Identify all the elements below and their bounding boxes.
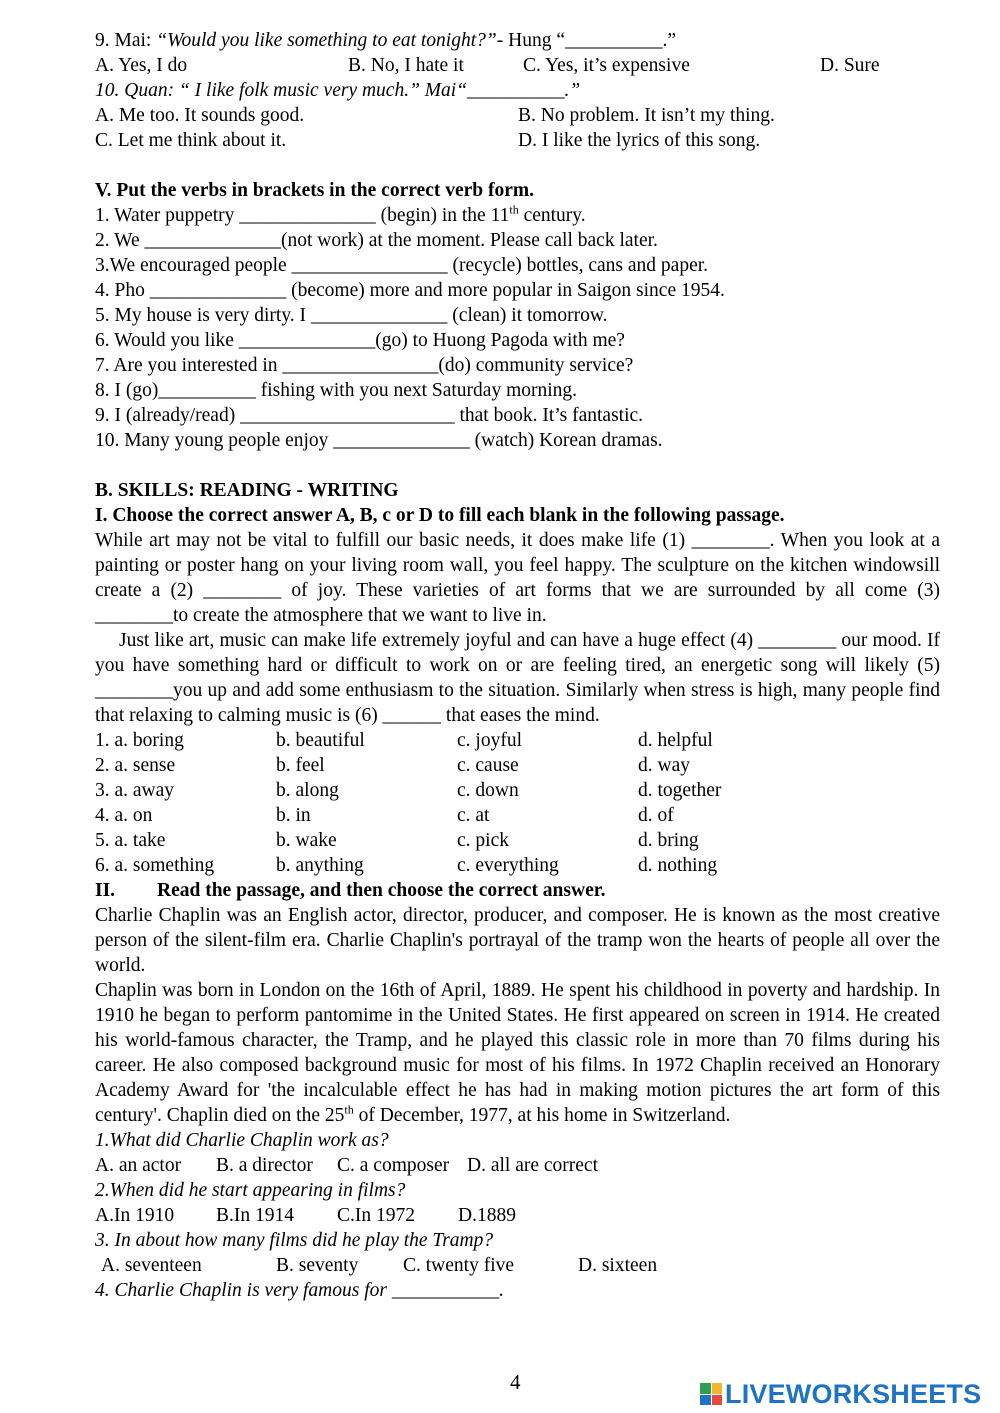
choice-4b[interactable]: b. in [276,805,311,826]
rq1-option-d[interactable]: D. all are correct [467,1155,598,1176]
art-passage-p1: While art may not be vital to fulfill our basic needs, it does make life (1) ________. When you look at a painting or poster hang on your living room wall, you feel happy. The sculpture on the kitchen windowsill create a (2) ________ of joy. These varieties of art forms that we are surrounded by all come (3) ________to create the atmosphere that we want to live in. [95,530,940,626]
chaplin-passage-p1: Charlie Chaplin was an English actor, director, producer, and composer. He is known as the most creative person of the silent-film era. Charlie Chaplin's portrayal of the tramp won the hearts of people all over the world. [95,905,940,976]
choice-row-6 [95,853,940,878]
choice-row-4 [95,803,940,828]
part-b-title: B. SKILLS: READING - WRITING [95,480,399,501]
q10-option-a[interactable]: A. Me too. It sounds good. [95,105,305,126]
reading-q3-options [95,1253,940,1278]
choice-row-3 [95,778,940,803]
choice-6d[interactable]: d. nothing [638,855,718,876]
q9-option-d[interactable]: D. Sure [820,55,880,76]
chaplin-p2-end: of December, 1977, at his home in Switzerland. [353,1105,731,1126]
q9-question: “Would you like something to eat tonight?” [156,30,497,51]
verb-item-2: 2. We ______________(not work) at the moment. Please call back later. [95,230,658,251]
art-passage-p2: Just like art, music can make life extremely joyful and can have a huge effect (4) ________ our mood. If you have something hard or difficult to work on or are feeling tired, an energetic song will likely (5) ________you up and add some enthusiasm to the situation. Similarly when stress is high, many people find that relaxing to calming music is (6) ______ that eases the mind. [95,630,940,726]
choice-5c[interactable]: c. pick [457,830,509,851]
worksheet-page [95,28,940,1303]
liveworksheets-logo-icon [700,1383,722,1405]
choice-1b[interactable]: b. beautiful [276,730,365,751]
choice-4d[interactable]: d. of [638,805,674,826]
rq1-option-b[interactable]: B. a director [216,1155,313,1176]
logo-tile-yellow [712,1383,723,1394]
rq3-option-c[interactable]: C. twenty five [403,1255,515,1276]
rq3-option-b[interactable]: B. seventy [276,1255,359,1276]
rq2-option-d[interactable]: D.1889 [458,1205,516,1226]
verb-item-3: 3.We encouraged people ________________ (recycle) bottles, cans and paper. [95,255,709,276]
verb-item-1-sup: th [509,202,519,217]
q10-options-row1 [95,103,940,128]
choice-4a[interactable]: 4. a. on [95,805,153,826]
choice-6a[interactable]: 6. a. something [95,855,215,876]
q10-option-b[interactable]: B. No problem. It isn’t my thing. [518,105,775,126]
reading-q4: 4. Charlie Chaplin is very famous for ___________. [95,1280,504,1301]
section-ii-title [95,878,940,903]
choice-6c[interactable]: c. everything [457,855,559,876]
reading-q1-options [95,1153,940,1178]
section-ii-number: II. [95,880,116,901]
choice-3d[interactable]: d. together [638,780,722,801]
rq3-option-a[interactable]: A. seventeen [101,1255,202,1276]
choice-3c[interactable]: c. down [457,780,519,801]
choice-row-1 [95,728,940,753]
reading-q2-options [95,1203,940,1228]
q9-option-c[interactable]: C. Yes, it’s expensive [523,55,690,76]
choice-4c[interactable]: c. at [457,805,490,826]
choice-3a[interactable]: 3. a. away [95,780,175,801]
choice-6b[interactable]: b. anything [276,855,364,876]
choice-row-5 [95,828,940,853]
choice-1c[interactable]: c. joyful [457,730,522,751]
q9-option-b[interactable]: B. No, I hate it [348,55,464,76]
choice-2c[interactable]: c. cause [457,755,519,776]
q10-option-c[interactable]: C. Let me think about it. [95,130,287,151]
verb-item-7: 7. Are you interested in ________________(do) community service? [95,355,634,376]
verb-item-1-end: century. [518,205,586,226]
logo-tile-red [712,1395,723,1406]
q9-suffix: - Hung “__________.” [496,30,677,51]
section-ii-heading: Read the passage, and then choose the correct answer. [157,880,606,901]
choice-5a[interactable]: 5. a. take [95,830,166,851]
verb-item-8: 8. I (go)__________ fishing with you next Saturday morning. [95,380,578,401]
reading-q3: 3. In about how many films did he play the Tramp? [95,1230,494,1251]
rq1-option-c[interactable]: C. a composer [337,1155,450,1176]
section-i-title: I. Choose the correct answer A, B, c or D to fill each blank in the following passage. [95,505,785,526]
logo-tile-green [700,1383,711,1394]
verb-item-1-text: 1. Water puppetry ______________ (begin) in the 11 [95,205,510,226]
rq3-option-d[interactable]: D. sixteen [578,1255,658,1276]
verb-item-9: 9. I (already/read) ______________________ that book. It’s fantastic. [95,405,644,426]
verb-item-6: 6. Would you like ______________(go) to Huong Pagoda with me? [95,330,625,351]
liveworksheets-brand[interactable] [700,1379,981,1409]
q9-option-a[interactable]: A. Yes, I do [95,55,188,76]
rq2-option-a[interactable]: A.In 1910 [95,1205,175,1226]
rq1-option-a[interactable]: A. an actor [95,1155,182,1176]
rq2-option-b[interactable]: B.In 1914 [216,1205,294,1226]
chaplin-p2-text: Chaplin was born in London on the 16th of April, 1889. He spent his childhood in poverty and hardship. In 1910 he began to perform pantomime in the United States. He first appeared on screen in 1914. He created his world-famous character, the Tramp, and he played this classic role in more than 70 films during his career. He also composed background music for most of his films. In 1972 Chaplin received an Honorary Academy Award for 'the incalculable effect he has had in making motion pictures the art form of this century'. Chaplin died on the 25 [95,980,940,1126]
q9-options [95,53,940,78]
question-9 [95,28,940,53]
q10-options-row2 [95,128,940,153]
choice-5b[interactable]: b. wake [276,830,337,851]
chaplin-p2-sup: th [344,1102,354,1117]
q10-option-d[interactable]: D. I like the lyrics of this song. [518,130,761,151]
verb-item-5: 5. My house is very dirty. I ______________ (clean) it tomorrow. [95,305,608,326]
page-number: 4 [510,1370,521,1394]
verb-item-10: 10. Many young people enjoy ______________ (watch) Korean dramas. [95,430,663,451]
reading-q2: 2.When did he start appearing in films? [95,1180,406,1201]
section-v-title: V. Put the verbs in brackets in the correct verb form. [95,180,535,201]
verb-item-4: 4. Pho ______________ (become) more and more popular in Saigon since 1954. [95,280,725,301]
rq2-option-c[interactable]: C.In 1972 [337,1205,415,1226]
chaplin-passage-p2 [95,978,940,1128]
choice-2d[interactable]: d. way [638,755,690,776]
reading-q1: 1.What did Charlie Chaplin work as? [95,1130,389,1151]
choice-1a[interactable]: 1. a. boring [95,730,184,751]
logo-tile-blue [700,1395,711,1406]
liveworksheets-wordmark: LIVEWORKSHEETS [725,1378,982,1409]
choice-2a[interactable]: 2. a. sense [95,755,176,776]
verb-item-1 [95,203,940,228]
question-10: 10. Quan: “ I like folk music very much.” Mai“__________.” [95,80,581,101]
choice-row-2 [95,753,940,778]
choice-1d[interactable]: d. helpful [638,730,713,751]
q9-prefix: 9. Mai: [95,30,157,51]
choice-3b[interactable]: b. along [276,780,339,801]
choice-2b[interactable]: b. feel [276,755,325,776]
choice-5d[interactable]: d. bring [638,830,699,851]
